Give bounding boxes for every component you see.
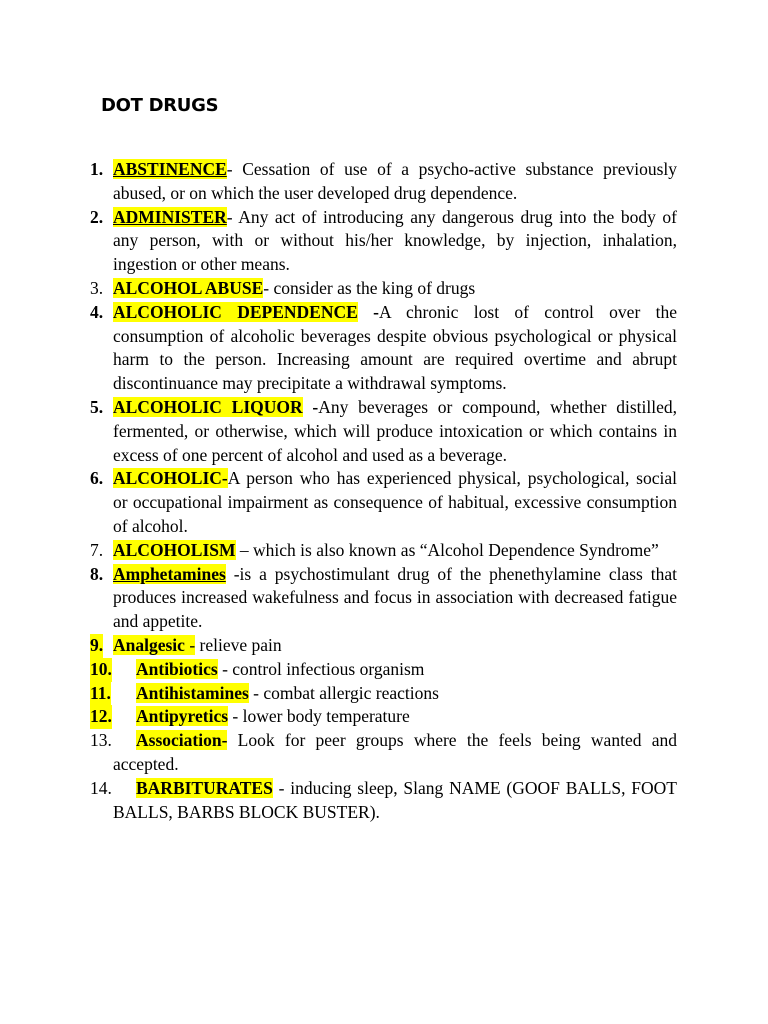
item-number: 10.	[90, 658, 112, 682]
item-number: 8.	[90, 563, 104, 584]
list-item	[90, 777, 677, 825]
definition-text: consider as the king of drugs	[269, 277, 476, 298]
term: Antipyretics	[136, 706, 229, 727]
definition-text: - lower body temperature	[228, 706, 410, 727]
definition-list	[90, 158, 677, 824]
list-item	[90, 634, 677, 658]
list-item	[90, 277, 677, 301]
definition-text: Any beverages or compound, whether distilled, fermented, or otherwise, which will produce intoxication or which contains in excess of one percent of alcohol and used as a beverage.	[113, 396, 677, 465]
item-number: 14.	[90, 777, 112, 798]
list-item	[90, 467, 677, 538]
term-separator: -	[184, 634, 196, 655]
definition-text: - control infectious organism	[217, 658, 425, 679]
term: ALCOHOL ABUSE	[113, 277, 264, 298]
list-item	[90, 206, 677, 277]
definition-text: - combat allergic reactions	[248, 682, 439, 703]
item-number: 5.	[90, 396, 104, 417]
list-item	[90, 705, 677, 729]
page-title: DOT DRUGS	[101, 95, 219, 116]
definition-text: – which is also known as “Alcohol Dependence Syndrome”	[235, 539, 659, 560]
term: Analgesic	[113, 634, 185, 655]
term: Association	[136, 730, 222, 751]
term-separator: -	[221, 730, 228, 751]
term: ALCOHOLISM	[113, 539, 236, 560]
definition-text: relieve pain	[195, 634, 282, 655]
list-item	[90, 158, 677, 206]
item-number: 1.	[90, 159, 104, 179]
list-item	[90, 301, 677, 396]
definition-text: Cessation of use of a psycho-active substance previously abused, or on which the user developed drug dependence.	[113, 159, 677, 203]
term: Antibiotics	[136, 658, 218, 679]
item-number: 11.	[90, 682, 111, 706]
item-number: 7.	[90, 539, 104, 560]
item-number: 6.	[90, 468, 104, 489]
list-item	[90, 729, 677, 777]
term: ABSTINENCE	[113, 159, 227, 179]
item-number: 9.	[90, 634, 103, 658]
term-separator: -	[263, 277, 270, 298]
definition-text: -is a psychostimulant drug of the phenethylamine class that produces increased wakefulness and focus in association with decreased fatigue and appetite.	[113, 563, 677, 632]
term-separator: -	[302, 396, 319, 417]
item-number: 12.	[90, 705, 112, 729]
term: ALCOHOLIC DEPENDENCE	[113, 301, 358, 322]
list-item	[90, 396, 677, 467]
definition-text: A person who has experienced physical, psychological, social or occupational impairment as consequence of habitual, excessive consumption of alcohol.	[113, 468, 677, 536]
item-number: 4.	[90, 301, 104, 322]
definition-text: Look for peer groups where the feels being wanted and accepted.	[113, 730, 677, 774]
definition-text: - inducing sleep, Slang NAME (GOOF BALLS, FOOT BALLS, BARBS BLOCK BUSTER).	[113, 777, 677, 822]
list-item	[90, 682, 677, 706]
item-number: 13.	[90, 730, 112, 751]
term: ADMINISTER	[113, 206, 227, 227]
term: Antihistamines	[136, 682, 249, 703]
term-separator: -	[226, 206, 233, 227]
list-item	[90, 658, 677, 682]
term: Amphetamines	[113, 563, 226, 584]
term-separator: -	[357, 301, 379, 322]
term-separator: -	[226, 159, 233, 179]
item-number: 3.	[90, 277, 104, 298]
definition-text: Any act of introducing any dangerous drug into the body of any person, with or without his/her knowledge, by injection, inhalation, ingestion or other means.	[113, 206, 677, 275]
list-item	[90, 539, 677, 563]
term: ALCOHOLIC LIQUOR	[113, 396, 303, 417]
term: ALCOHOLIC-	[113, 468, 228, 489]
term: BARBITURATES	[136, 777, 273, 798]
list-item	[90, 563, 677, 634]
item-number: 2.	[90, 206, 104, 227]
definition-text: A chronic lost of control over the consumption of alcoholic beverages despite obvious psychological or physical harm to the person. Increasing amount are required overtime and abrupt discontinuance may precipitate a withdrawal symptoms.	[113, 301, 677, 394]
